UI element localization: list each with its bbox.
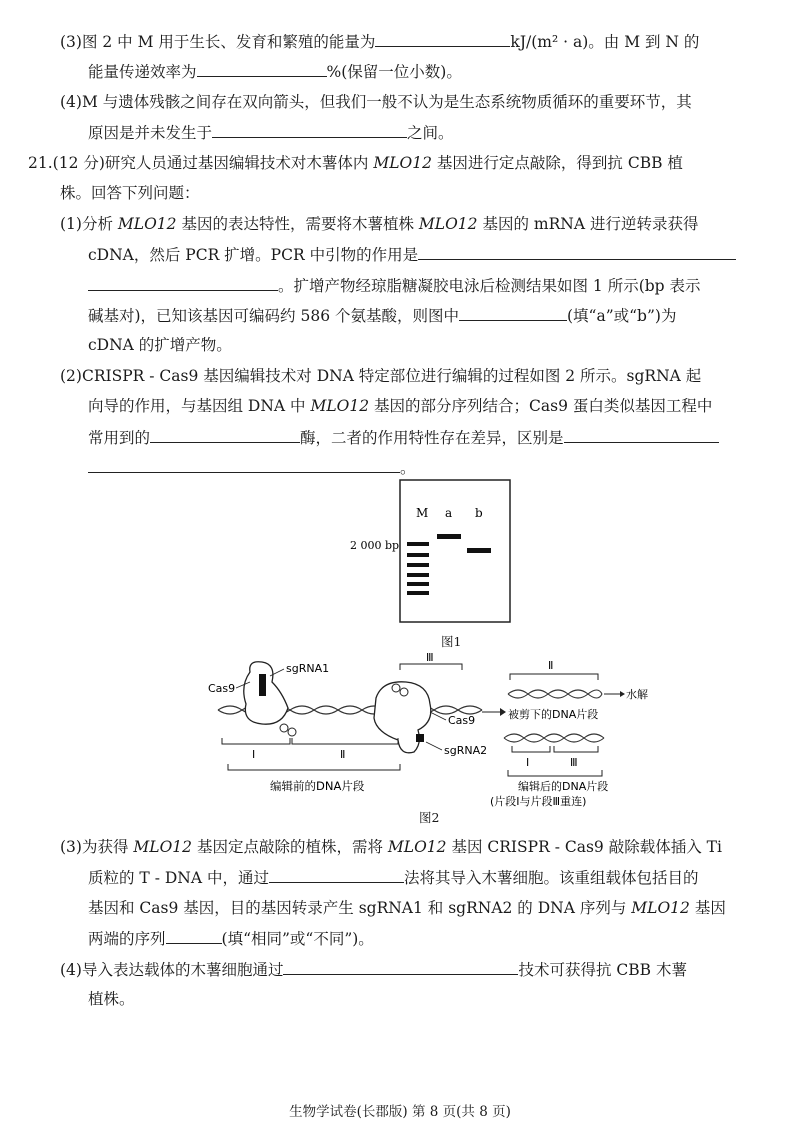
after-segment-label-1: Ⅰ	[526, 756, 530, 769]
cas9-right-label: Cas9	[448, 714, 476, 727]
q21-p3-text-b: 基因定点敲除的植株，需将	[196, 838, 383, 856]
q21-head-text-c: 株。回答下列问题：	[60, 184, 200, 202]
answer-blank-reason[interactable]	[212, 121, 407, 138]
answer-blank-difference-b[interactable]	[88, 456, 400, 473]
q21-p3-text-a: 为获得	[81, 838, 129, 856]
q21-p4-text-c: 植株。	[88, 990, 135, 1008]
gene-name: MLO12	[387, 838, 447, 856]
segment-brace-2	[292, 738, 398, 744]
answer-blank-same-different[interactable]	[166, 927, 222, 944]
segment-brace-1	[222, 738, 290, 744]
marker-label-2000bp: 2 000 bp	[350, 539, 400, 552]
q21-p2-text-d: 常用到的	[88, 429, 151, 447]
answer-blank-primer-b[interactable]	[88, 274, 278, 291]
q20-p3-num: (3)	[60, 33, 82, 51]
q21-p1-line2	[88, 243, 736, 266]
q21-p3-line1	[60, 836, 722, 858]
marker-band	[407, 591, 429, 595]
q21-p2-text-b: 向导的作用，与基因组 DNA 中	[88, 397, 306, 415]
answer-blank-method[interactable]	[269, 866, 404, 883]
cut-brace	[510, 674, 598, 680]
q21-p4-text-a: 导入表达载体的木薯细胞通过	[81, 961, 284, 979]
q20-p4-text-b: 原因是并未发生于	[88, 124, 213, 142]
scissors-icon	[280, 724, 288, 732]
q20-p3-text-b: 能量传递效率为	[88, 63, 197, 81]
q21-p1-text-a: 分析	[81, 215, 113, 233]
gene-name: MLO12	[133, 838, 193, 856]
q21-p3-text-f: 基因和 Cas9 基因，目的基因转录产生 sgRNA1 和 sgRNA2 的 DNA 序列与	[88, 899, 627, 917]
lane-label-a: a	[445, 506, 453, 520]
answer-blank-efficiency[interactable]	[197, 60, 327, 77]
q20-p3-text-c: %(保留一位小数)。	[326, 63, 462, 81]
q20-p4-text-a: M 与遗体残骸之间存在双向箭头，但我们一般不认为是生态系统物质循环的重要环节，其	[81, 93, 692, 111]
answer-blank-enzyme[interactable]	[150, 426, 300, 443]
q21-p4-line2	[88, 988, 135, 1010]
cut-segment-label: Ⅱ	[548, 659, 554, 672]
after-brace	[508, 770, 602, 776]
sgrna2-block	[416, 734, 424, 742]
gel-frame	[400, 480, 510, 622]
marker-band	[407, 563, 429, 567]
answer-blank-energy[interactable]	[375, 30, 510, 47]
figure1-gel	[340, 478, 520, 658]
q21-p1-text-c: 基因的 mRNA 进行逆转录获得	[482, 215, 699, 233]
segment-label-3: Ⅲ	[426, 652, 434, 664]
q21-p2-text-a: CRISPR - Cas9 基因编辑技术对 DNA 特定部位进行编辑的过程如图 2 所示。sgRNA 起	[81, 367, 702, 385]
q21-p1-line5	[88, 334, 232, 356]
q20-p4-line2	[88, 121, 454, 144]
sgrna1-label: sgRNA1	[286, 662, 330, 675]
pointer-line	[426, 742, 442, 750]
before-edit-label: 编辑前的DNA片段	[270, 779, 365, 793]
q21-p3-line4	[88, 927, 374, 950]
q21-p1-text-f: 碱基对)，已知该基因可编码约 586 个氨基酸，则图中	[88, 307, 459, 325]
gene-name: MLO12	[631, 899, 690, 917]
q21-head-line1	[28, 152, 683, 174]
q21-head-line2	[60, 182, 200, 204]
page-footer: 生物学试卷(长郡版) 第 8 页(共 8 页)	[289, 1104, 511, 1120]
segment-label-1: Ⅰ	[252, 748, 256, 761]
gene-name: MLO12	[418, 215, 478, 233]
q21-p1-line3	[88, 274, 701, 297]
figure1-caption: 图1	[441, 634, 462, 649]
gene-name: MLO12	[117, 215, 177, 233]
marker-band	[407, 573, 429, 577]
q21-p2-text-e: 酶，二者的作用特性存在差异，区别是	[300, 429, 564, 447]
answer-blank-technique[interactable]	[283, 958, 518, 975]
q20-p3-unit: kJ/(m² · a)。由 M 到 N 的	[510, 33, 700, 51]
after-edit-label: 编辑后的DNA片段	[518, 780, 609, 793]
q21-p4-line1	[60, 958, 687, 981]
scissors-icon	[288, 728, 296, 736]
q21-p3-text-h: 两端的序列	[88, 930, 166, 948]
after-brace-1	[512, 746, 550, 752]
q21-p1-line1	[60, 213, 698, 235]
q21-score: (12 分)	[52, 154, 105, 172]
q21-p2-text-f: 。	[400, 459, 416, 477]
q21-head-text-b: 基因进行定点敲除，得到抗 CBB 植	[436, 154, 683, 172]
sgrna2-label: sgRNA2	[444, 744, 488, 757]
figure2-crispr-diagram	[200, 652, 650, 812]
answer-blank-primer-a[interactable]	[418, 243, 736, 260]
q20-p4-num: (4)	[60, 93, 82, 111]
q21-p1-text-b: 基因的表达特性，需要将木薯植株	[181, 215, 414, 233]
gene-name: MLO12	[373, 154, 432, 172]
lane-label-m: M	[416, 506, 429, 520]
q21-p3-line3	[88, 897, 726, 919]
arrow-head	[500, 708, 506, 716]
q21-p1-num: (1)	[60, 215, 82, 233]
marker-band	[407, 542, 429, 546]
arrow-head	[620, 691, 625, 697]
q21-p3-text-g: 基因	[694, 899, 726, 917]
hydrolysis-label: 水解	[626, 688, 648, 701]
lane-label-b: b	[475, 506, 483, 520]
sgrna1-block	[259, 674, 266, 696]
q20-p4-text-c: 之间。	[407, 124, 454, 142]
q21-p2-line4	[88, 456, 416, 479]
segment-label-2: Ⅱ	[340, 748, 346, 761]
q21-p1-text-g: (填“a”或“b”)为	[567, 307, 677, 325]
figure2-caption: 图2	[419, 810, 440, 825]
q21-p2-line3	[88, 426, 719, 449]
answer-blank-difference-a[interactable]	[564, 426, 719, 443]
q20-p3-text-a: 图 2 中 M 用于生长、发育和繁殖的能量为	[81, 33, 376, 51]
q21-p1-line4	[88, 304, 676, 327]
q21-p3-text-e: 法将其导入木薯细胞。该重组载体包括目的	[403, 869, 699, 887]
after-brace-3	[554, 746, 598, 752]
q20-p3-line1	[60, 30, 699, 53]
q21-p2-num: (2)	[60, 367, 82, 385]
marker-band	[407, 582, 429, 586]
q21-head-text-a: 研究人员通过基因编辑技术对木薯体内	[104, 154, 369, 172]
q20-p4-line1	[60, 91, 692, 113]
after-edit-note: (片段Ⅰ与片段Ⅲ重连)	[490, 795, 587, 808]
q21-number: 21.	[28, 154, 53, 172]
band-lane-b	[467, 548, 491, 553]
cas9-protein-right	[374, 682, 431, 753]
band-lane-a	[437, 534, 461, 539]
q21-p3-text-c: 基因 CRISPR - Cas9 敲除载体插入 Ti	[451, 838, 722, 856]
segment-brace-3	[400, 664, 462, 670]
q21-p3-num: (3)	[60, 838, 82, 856]
cas9-left-label: Cas9	[208, 682, 236, 695]
q21-p2-line1	[60, 365, 701, 387]
q21-p4-text-b: 技术可获得抗 CBB 木薯	[518, 961, 687, 979]
cut-fragment-label: 被剪下的DNA片段	[508, 708, 599, 721]
q20-p3-line2	[88, 60, 462, 83]
q21-p3-text-i: (填“相同”或“不同”)。	[221, 930, 374, 948]
pointer-line	[430, 712, 446, 720]
q21-p4-num: (4)	[60, 961, 82, 979]
q21-p2-line2	[88, 395, 712, 417]
q21-p3-text-d: 质粒的 T - DNA 中，通过	[88, 869, 269, 887]
q21-p1-text-d: cDNA，然后 PCR 扩增。PCR 中引物的作用是	[88, 246, 419, 264]
marker-band	[407, 553, 429, 557]
q21-p1-text-e: 。扩增产物经琼脂糖凝胶电泳后检测结果如图 1 所示(bp 表示	[278, 277, 701, 295]
q21-p3-line2	[88, 866, 698, 889]
q21-p1-text-h: cDNA 的扩增产物。	[88, 336, 232, 354]
answer-blank-lane[interactable]	[459, 304, 567, 321]
after-segment-label-3: Ⅲ	[570, 756, 578, 769]
before-brace	[228, 764, 400, 770]
gene-name: MLO12	[310, 397, 370, 415]
q21-p2-text-c: 基因的部分序列结合；Cas9 蛋白类似基因工程中	[374, 397, 713, 415]
